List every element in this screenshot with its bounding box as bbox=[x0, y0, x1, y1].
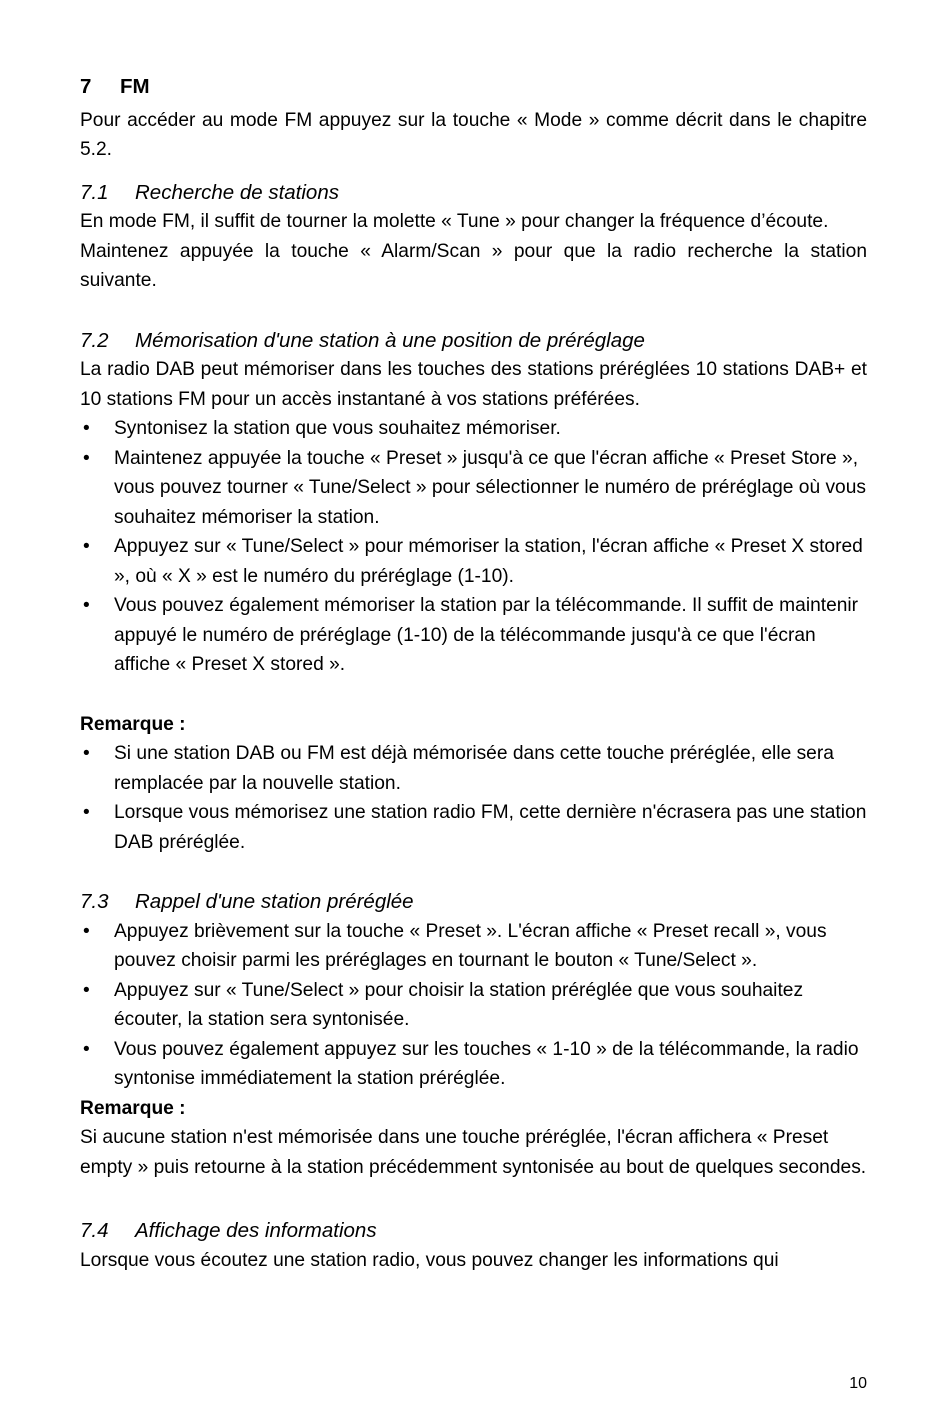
section-7-2-steps bbox=[80, 414, 867, 680]
list-item: • Syntonisez la station que vous souhaitez mémoriser. bbox=[80, 414, 867, 444]
list-item: • Appuyez sur « Tune/Select » pour choisir la station préréglée que vous souhaitez écouter, la station sera syntonisée. bbox=[80, 976, 867, 1035]
section-7-intro: Pour accéder au mode FM appuyez sur la touche « Mode » comme décrit dans le chapitre 5.2. bbox=[80, 109, 867, 160]
list-item: • Appuyez sur « Tune/Select » pour mémoriser la station, l'écran affiche « Preset X stored », où « X » est le numéro du préréglage (1-10). bbox=[80, 532, 867, 591]
section-7-2-intro: La radio DAB peut mémoriser dans les touches des stations préréglées 10 stations DAB+ et 10 stations FM pour un accès instantané à vos stations préférées. bbox=[80, 359, 867, 410]
section-title: Recherche de stations bbox=[135, 180, 339, 204]
list-item: • Vous pouvez également mémoriser la station par la télécommande. Il suffit de maintenir appuyé le numéro de préréglage (1-10) de la télécommande jusqu'à ce que l'écran affiche « Preset X stored ». bbox=[80, 591, 867, 680]
section-title: Affichage des informations bbox=[135, 1219, 377, 1242]
section-number: 7.4 bbox=[80, 1219, 109, 1242]
section-7-heading bbox=[80, 72, 867, 102]
page-number: 10 bbox=[849, 1375, 867, 1392]
note-label: Remarque : bbox=[80, 1097, 186, 1119]
section-number: 7.3 bbox=[80, 890, 109, 913]
section-7-1-paragraph-2: Maintenez appuyée la touche « Alarm/Scan » pour que la radio recherche la station suivante. bbox=[80, 240, 867, 291]
section-7-3-heading bbox=[80, 887, 867, 917]
section-number: 7.2 bbox=[80, 328, 109, 352]
section-7-2-notes bbox=[80, 739, 867, 857]
section-number: 7 bbox=[80, 75, 92, 98]
section-7-2-heading bbox=[80, 326, 867, 356]
list-item: • Vous pouvez également appuyez sur les touches « 1-10 » de la télécommande, la radio syntonise immédiatement la station préréglée. bbox=[80, 1035, 867, 1094]
document-page bbox=[80, 72, 867, 1275]
section-7-1-paragraph-1: En mode FM, il suffit de tourner la molette « Tune » pour changer la fréquence d’écoute. bbox=[80, 211, 829, 232]
section-7-4-heading bbox=[80, 1216, 867, 1246]
section-7-3-note: Si aucune station n'est mémorisée dans une touche préréglée, l'écran affichera « Preset empty » puis retourne à la station précédemment syntonisée au bout de quelques secondes. bbox=[80, 1127, 867, 1178]
list-item: • Appuyez brièvement sur la touche « Preset ». L'écran affiche « Preset recall », vous pouvez choisir parmi les préréglages en tournant le bouton « Tune/Select ». bbox=[80, 917, 867, 976]
note-label: Remarque : bbox=[80, 713, 186, 735]
section-number: 7.1 bbox=[80, 180, 109, 204]
section-title: FM bbox=[120, 75, 150, 98]
list-item: • Maintenez appuyée la touche « Preset » jusqu'à ce que l'écran affiche « Preset Store », vous pouvez tourner « Tune/Select » pour sélectionner le numéro de préréglage où vous souhaitez mémoriser la station. bbox=[80, 444, 867, 533]
list-item: • Si une station DAB ou FM est déjà mémorisée dans cette touche préréglée, elle sera remplacée par la nouvelle station. bbox=[80, 739, 867, 798]
section-7-4-paragraph-1: Lorsque vous écoutez une station radio, vous pouvez changer les informations qui bbox=[80, 1249, 779, 1271]
list-item: • Lorsque vous mémorisez une station radio FM, cette dernière n'écrasera pas une station DAB préréglée. bbox=[80, 798, 867, 857]
section-title: Rappel d'une station préréglée bbox=[135, 890, 414, 913]
section-title: Mémorisation d'une station à une position de préréglage bbox=[135, 328, 645, 352]
section-7-3-steps bbox=[80, 917, 867, 1094]
section-7-1-heading bbox=[80, 178, 867, 208]
